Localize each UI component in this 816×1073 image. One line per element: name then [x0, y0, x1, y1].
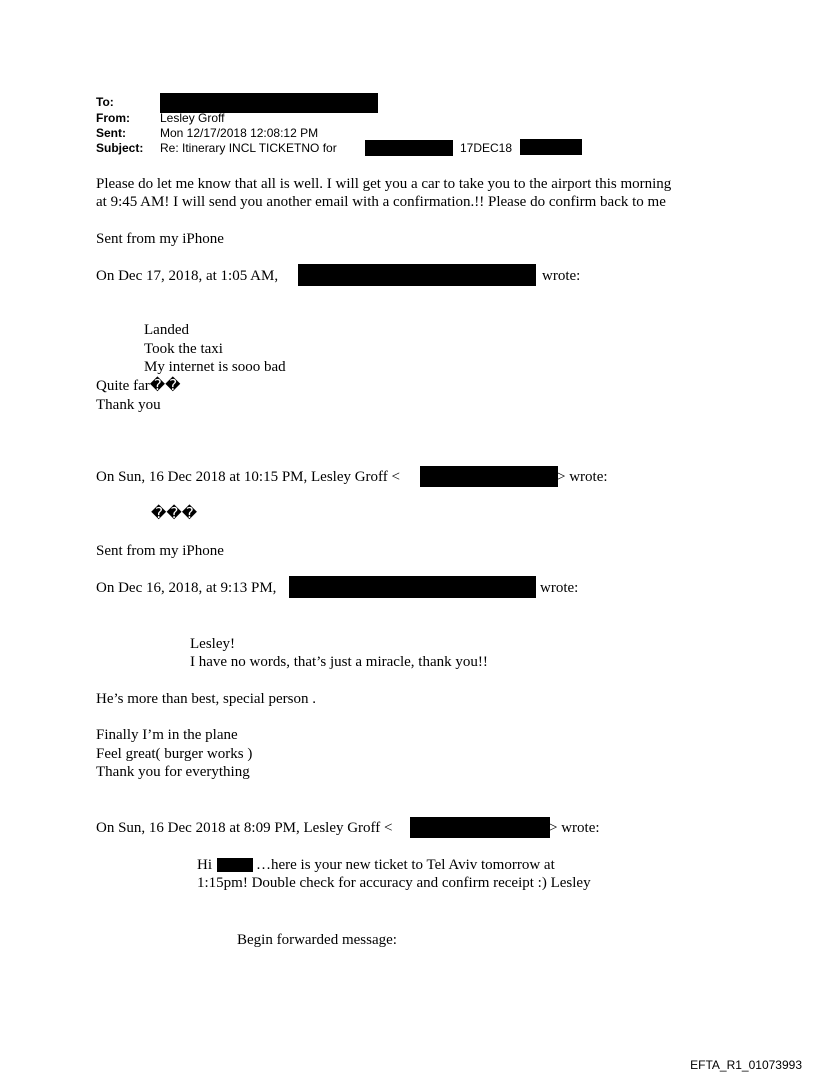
msg-glyphs: ��� [151, 506, 198, 522]
quote-header-dec16-wrote: wrote: [540, 580, 579, 596]
quote-header-dec16: On Dec 16, 2018, at 9:13 PM, [96, 580, 277, 596]
sent-from-iphone-2: Sent from my iPhone [96, 543, 224, 559]
to-label: To: [96, 95, 114, 109]
msg-ticket-line1: …here is your new ticket to Tel Aviv tomorrow at [256, 857, 555, 873]
msg-internet: My internet is sooo bad [144, 359, 286, 375]
msg-thank-you: Thank you [96, 397, 161, 413]
quote-header-sun-809: On Sun, 16 Dec 2018 at 8:09 PM, Lesley Groff < [96, 820, 393, 836]
msg-took-taxi: Took the taxi [144, 341, 223, 357]
redaction-dec16-sender [289, 576, 536, 598]
msg-ticket-line2: 1:15pm! Double check for accuracy and confirm receipt :) Lesley [197, 875, 591, 891]
redaction-subject-2 [520, 139, 582, 155]
quote-header-sun-1015-wrote: > wrote: [557, 469, 608, 485]
msg-feel-great: Feel great( burger works ) [96, 746, 253, 762]
from-label: From: [96, 111, 130, 125]
subject-prefix: Re: Itinerary INCL TICKETNO for [160, 141, 337, 155]
document-id: EFTA_R1_01073993 [690, 1058, 802, 1072]
redaction-email-1015 [420, 466, 558, 487]
msg-thank-everything: Thank you for everything [96, 764, 250, 780]
quote-header-sun-809-wrote: > wrote: [549, 820, 600, 836]
msg-quite-far: Quite far�� [96, 378, 181, 394]
msg-begin-forwarded: Begin forwarded message: [237, 932, 397, 948]
sent-from-iphone-1: Sent from my iPhone [96, 231, 224, 247]
body-paragraph-line1: Please do let me know that all is well. I will get you a car to take you to the airport this morning [96, 176, 672, 192]
quote-header-sun-1015: On Sun, 16 Dec 2018 at 10:15 PM, Lesley Groff < [96, 469, 400, 485]
body-paragraph-line2: at 9:45 AM! I will send you another email with a confirmation.!! Please do confirm back to me [96, 194, 666, 210]
from-value: Lesley Groff [160, 111, 225, 125]
redaction-email-809 [410, 817, 550, 838]
quote-header-dec17: On Dec 17, 2018, at 1:05 AM, [96, 268, 279, 284]
redaction-dec17-sender [298, 264, 536, 286]
redaction-to [160, 93, 378, 113]
subject-date: 17DEC18 [460, 141, 513, 155]
msg-hi: Hi [197, 857, 212, 873]
redaction-recipient-name [217, 858, 253, 872]
subject-label: Subject: [96, 141, 144, 155]
msg-finally-plane: Finally I’m in the plane [96, 727, 238, 743]
msg-landed: Landed [144, 322, 189, 338]
sent-label: Sent: [96, 126, 126, 140]
quote-header-dec17-wrote: wrote: [542, 268, 581, 284]
msg-more-than-best: He’s more than best, special person . [96, 691, 316, 707]
msg-no-words: I have no words, that’s just a miracle, thank you!! [190, 654, 488, 670]
sent-value: Mon 12/17/2018 12:08:12 PM [160, 126, 319, 140]
redaction-subject-1 [365, 140, 453, 156]
msg-lesley: Lesley! [190, 636, 235, 652]
